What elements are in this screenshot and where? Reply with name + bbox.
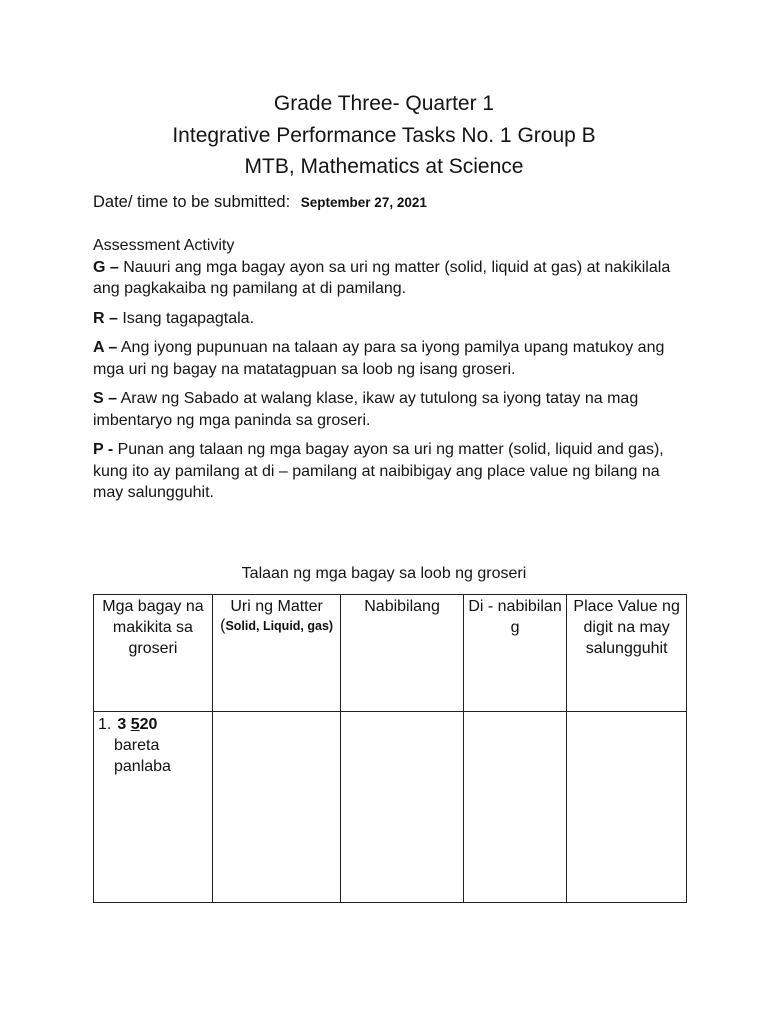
cell-place-value[interactable] [567,712,687,903]
grocery-items-table [93,594,687,903]
situation-text: Araw ng Sabado at walang klase, ikaw ay tutulong sa iyong tatay na mag imbentaryo ng mga paninda sa groseri. [93,390,639,429]
activity-audience [93,337,673,380]
item-value [117,716,157,733]
item-value-suffix: 20 [139,716,158,733]
audience-text: Ang iyong pupunuan na talaan ay para sa iyong pamilya upang matukoy ang mga uri ng bagay na matatagpuan sa loob ng isang groseri. [93,339,665,378]
header-items: Mga bagay na makikita sa groseri [94,595,213,712]
table-caption: Talaan ng mga bagay sa loob ng groseri [241,565,527,582]
title-subjects: MTB, Mathematics at Science [244,155,524,178]
header-uncountable: Di - nabibilan g [463,595,566,712]
activity-product [93,439,673,504]
submission-label: Date/ time to be submitted: [93,193,291,211]
activity-situation [93,388,673,431]
role-letter: R – [93,309,118,327]
item-number-value [98,716,157,733]
role-text: Isang tagapagtala. [122,309,255,327]
goal-text: Nauuri ang mga bagay ayon sa uri ng matter (solid, liquid at gas) at nakikilala ang pagkakaiba ng pamilang at di pamilang. [93,258,671,297]
activity-goal [93,257,673,300]
table-row [94,712,687,903]
item-value-underlined-digit: 5 [130,716,140,733]
activity-heading: Assessment Activity [93,237,235,254]
submission-date-row [93,193,427,212]
header-matter-main: Uri ng Matter [230,598,323,615]
document-title [0,88,768,183]
activity-role [93,308,673,330]
item-description: bareta panlaba [114,737,171,775]
cell-countable[interactable] [341,712,463,903]
product-letter: P - [93,441,114,458]
goal-letter: G – [93,258,119,276]
assessment-activity [93,235,673,512]
header-matter-open-paren: ( [220,617,226,634]
submission-date: September 27, 2021 [300,195,427,210]
item-number: 1. [98,716,112,733]
cell-item [94,712,213,903]
header-countable: Nabibilang [341,595,463,712]
product-text: Punan ang talaan ng mga bagay ayon sa uri ng matter (solid, liquid and gas), kung ito ay pamilang at di – pamilang at naibibigay ang place value ng bilang na may salungguhit. [93,441,664,501]
header-matter-sub [216,617,337,635]
title-grade-quarter: Grade Three- Quarter 1 [273,92,495,115]
item-value-prefix: 3 [117,716,131,733]
table-header-row [94,595,687,712]
cell-uncountable[interactable] [463,712,566,903]
header-place-value: Place Value ng digit na may salungguhit [567,595,687,712]
header-matter-type [212,595,340,712]
header-matter-states: Solid, Liquid, gas) [225,619,334,633]
cell-matter-type[interactable] [212,712,340,903]
audience-letter: A – [93,339,118,356]
situation-letter: S – [93,390,118,407]
title-task-group: Integrative Performance Tasks No. 1 Group B [172,123,596,147]
